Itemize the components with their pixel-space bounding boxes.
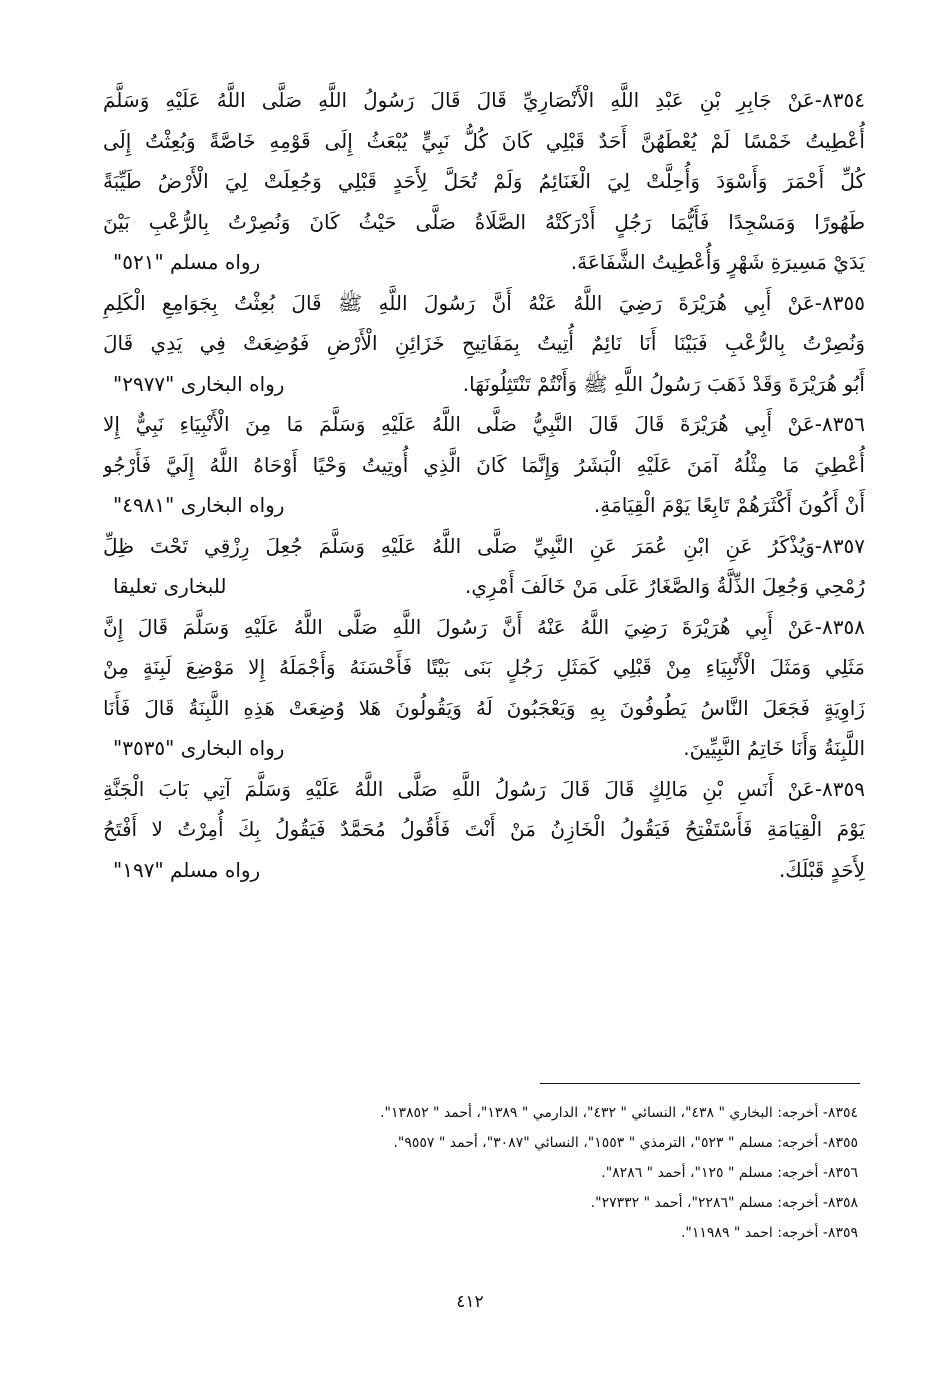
hadith-line: أُعْطِيتُ خَمْسًا لَمْ يُعْطَهُنَّ أَحَدٌ قَبْلِي كَانَ كُلُّ نَبِيٍّ يُبْعَثُ إِلَى قَوْمِهِ خَاصَّةً وَبُعِثْتُ إِلَى [103,128,865,153]
hadith-line: ٨٣٥٤-عَنْ جَابِرِ بْنِ عَبْدِ اللَّهِ الْأَنْصَارِيِّ قَالَ قَالَ رَسُولُ اللَّهِ صَلَّى اللَّهُ عَلَيْهِ وَسَلَّمَ [103,88,865,112]
hadith-closing-line [103,728,865,769]
hadith-closing-line [103,566,865,607]
hadith-line: ٨٣٥٨-عَنْ أَبِي هُرَيْرَةَ رَضِيَ اللَّهُ عَنْهُ أَنَّ رَسُولَ اللَّهِ صَلَّى اللَّهُ عَلَيْهِ وَسَلَّمَ قَالَ إِنَّ [103,614,865,639]
hadith-closing-line [103,850,865,891]
hadith-source: للبخارى تعليقا [113,574,227,598]
hadith-line: ٨٣٥٥-عَنْ أَبِي هُرَيْرَةَ رَضِيَ اللَّهُ عَنْهُ أَنَّ رَسُولَ اللَّهِ ﷺ قَالَ بُعِثْتُ بِجَوَامِعِ الْكَلِمِ [103,290,865,315]
hadith-source: رواه مسلم "١٩٧" [113,857,261,882]
hadith-line: طَهُورًا وَمَسْجِدًا فَأَيُّمَا رَجُلٍ أَدْرَكَتْهُ الصَّلَاةُ صَلَّى حَيْثُ كَانَ وَنُصِرْتُ بِالرُّعْبِ بَيْنَ [103,209,865,234]
hadith-closing-line [103,364,865,405]
hadith-last-text: لِأَحَدٍ قَبْلَكَ. [778,857,865,882]
footnote: ٨٣٥٨- أخرجه: مسلم "٢٢٨٦"، أحمد " ٢٧٣٣٢". [590,1195,858,1211]
footnotes [380,1098,858,1248]
footnote: ٨٣٥٩- أخرجه: احمد " ١١٩٨٩". [680,1225,858,1241]
hadith-last-text: أَنْ أَكُونَ أَكْثَرَهُمْ تَابِعًا يَوْمَ الْقِيَامَةِ. [593,493,865,517]
hadith-source: رواه البخارى "٣٥٣٥" [113,736,285,760]
hadith-closing-line [103,485,865,526]
hadith-line: مَثَلِي وَمَثَلَ الْأَنْبِيَاءِ مِنْ قَبْلِي كَمَثَلِ رَجُلٍ بَنَى بَيْتًا فَأَحْسَنَهُ وَأَجْمَلَهُ إِلا مَوْضِعَ لَبِنَةٍ مِنْ [103,655,865,679]
hadith-line: ٨٣٥٧-وَيُذْكَرُ عَنِ ابْنِ عُمَرَ عَنِ النَّبِيِّ صَلَّى اللَّهُ عَلَيْهِ وَسَلَّمَ جُعِلَ رِزْقِي تَحْتَ ظِلِّ [103,533,865,558]
hadith-line: زَاوِيَةٍ فَجَعَلَ النَّاسُ يَطُوفُونَ بِهِ وَيَعْجَبُونَ لَهُ وَيَقُولُونَ هَلا وُضِعَتْ هَذِهِ اللَّبِنَةُ قَالَ فَأَنَا [103,695,865,720]
hadith-last-text: أَبُو هُرَيْرَةَ وَقَدْ ذَهَبَ رَسُولُ اللَّهِ ﷺ وَأَنْتُمْ تَنْتَثِلُونَهَا. [462,371,865,396]
hadith-source: رواه البخارى "٢٩٧٧" [113,371,285,396]
footnote-divider [540,1083,860,1084]
hadith-line: وَنُصِرْتُ بِالرُّعْبِ فَبَيْنَا أَنَا نَائِمٌ أُتِيتُ بِمَفَاتِيحِ خَزَائِنِ الْأَرْضِ فَوُضِعَتْ فِي يَدِي قَالَ [103,331,865,355]
footnote: ٨٣٥٦- أخرجه: مسلم " ١٢٥"، أحمد " ٨٢٨٦". [601,1165,858,1181]
hadith-source: رواه البخارى "٤٩٨١" [113,493,285,517]
hadith-line: أُعْطِيَ مَا مِثْلُهُ آمَنَ عَلَيْهِ الْبَشَرُ وَإِنَّمَا كَانَ الَّذِي أُوتِيتُ وَحْيًا أَوْحَاهُ اللَّهُ إِلَيَّ فَأَرْجُو [103,452,865,477]
hadith-last-text: اللَّبِنَةُ وَأَنَا خَاتِمُ النَّبِيِّينَ. [683,736,865,760]
hadith-line: كُلِّ أَحْمَرَ وَأَسْوَدَ وَأُحِلَّتْ لِيَ الْغَنَائِمُ وَلَمْ تُحَلَّ لِأَحَدٍ قَبْلِي وَجُعِلَتْ لِيَ الْأَرْضُ طَيِّبَةً [103,169,865,193]
hadith-line: يَوْمَ الْقِيَامَةِ فَأَسْتَفْتِحُ فَيَقُولُ الْخَازِنُ مَنْ أَنْتَ فَأَقُولُ مُحَمَّدٌ فَيَقُولُ بِكَ أُمِرْتُ لا أَفْتَحُ [103,817,865,841]
footnote: ٨٣٥٥- أخرجه: مسلم " ٥٢٣"، الترمذي " ١٥٥٣"، النسائي "٣٠٨٧"، أحمد " ٩٥٥٧". [393,1135,858,1151]
footnote: ٨٣٥٤- أخرجه: البخاري " ٤٣٨"، النسائي " ٤٣٢"، الدارمي " ١٣٨٩"، أحمد " ١٣٨٥٢". [380,1105,858,1121]
hadith-line: ٨٣٥٦-عَنْ أَبِي هُرَيْرَةَ قَالَ قَالَ النَّبِيُّ صَلَّى اللَّهُ عَلَيْهِ وَسَلَّمَ مَا مِنَ الْأَنْبِيَاءِ نَبِيٌّ إِلا [103,412,865,436]
hadith-closing-line [103,242,865,283]
hadith-last-text: رُمْحِي وَجُعِلَ الذِّلَّةُ وَالصَّغَارُ عَلَى مَنْ خَالَفَ أَمْرِي. [464,574,865,598]
page-number: ٤١٢ [456,1292,484,1312]
hadith-body [103,80,865,890]
hadith-line: ٨٣٥٩-عَنْ أَنَسِ بْنِ مَالِكٍ قَالَ قَالَ رَسُولُ اللَّهِ صَلَّى اللَّهُ عَلَيْهِ وَسَلَّمَ آتِي بَابَ الْجَنَّةِ [103,776,865,801]
hadith-source: رواه مسلم "٥٢١" [113,250,261,274]
hadith-last-text: يَدَيْ مَسِيرَةِ شَهْرٍ وَأُعْطِيتُ الشَّفَاعَةَ. [570,250,865,274]
